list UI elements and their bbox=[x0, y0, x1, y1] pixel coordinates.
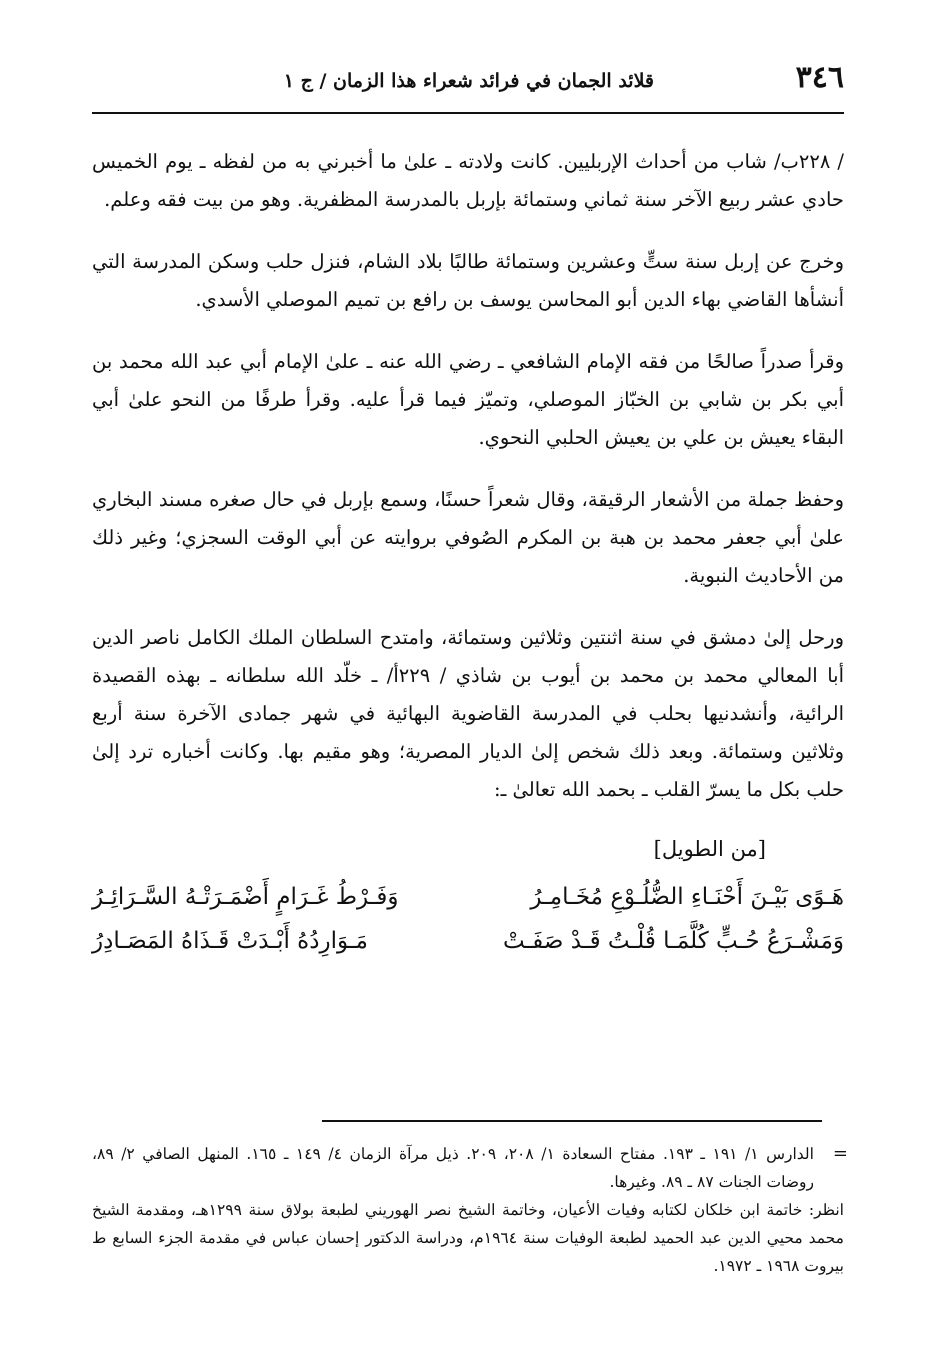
header-rule bbox=[92, 112, 844, 114]
verse-first-hemistich: وَمَشْـرَعُ حُـبٍّ كُلَّمَـا قُلْـتُ قَـدْ صَفَـتْ bbox=[502, 928, 844, 954]
footnote-line: انظر: خاتمة ابن خلكان لكتابه وفيات الأعيان، وخاتمة الشيخ نصر الهوريني لطبعة بولاق سنة ١٢٩٩هـ، ومقدمة الشيخ محمد محيي الدين عبد الحميد لطبعة الوفيات سنة ١٩٦٤م، ودراسة الدكتور إحسان عباس في مقدمة الجزء السابع ط بيروت ١٩٦٨ ـ ١٩٧٢. bbox=[92, 1201, 844, 1275]
main-text bbox=[92, 143, 844, 963]
page-number: ٣٤٦ bbox=[795, 60, 844, 95]
running-title: قلائد الجمان في فرائد شعراء هذا الزمان / ج ١ bbox=[283, 70, 654, 92]
paragraph: وقرأ صدراً صالحًا من فقه الإمام الشافعي ـ رضي الله عنه ـ علىٰ الإمام أبي عبد الله محمد بن أبي بكر بن شابي بن الخبّاز الموصلي، وتميّز فيما قرأ عليه. وقرأ طرفًا من النحو علىٰ أبي البقاء يعيش بن علي بن يعيش الحلبي النحوي. bbox=[92, 350, 844, 449]
verse-second-hemistich: وَفَـرْطُ غَـرَامٍ أَضْمَـرَتْـهُ السَّـرَائِـرُ bbox=[92, 884, 399, 910]
verse-line bbox=[92, 875, 844, 919]
footnote-line: الدارس ١/ ١٩١ ـ ١٩٣. مفتاح السعادة ١/ ٢٠٨، ٢٠٩. ذيل مرآة الزمان ٤/ ١٤٩ ـ ١٦٥. المنهل الصافي ٢/ ٨٩، روضات الجنات ٨٧ ـ ٨٩. وغيرها. bbox=[92, 1145, 814, 1191]
poem-meter: [من الطويل] bbox=[653, 837, 766, 861]
paragraph: ورحل إلىٰ دمشق في سنة اثنتين وثلاثين وستمائة، وامتدح السلطان الملك الكامل ناصر الدين أبا المعالي محمد بن محمد بن أيوب بن شاذي / ٢٢٩أ/ ـ خلّد الله سلطانه ـ بهذه القصيدة الرائية، وأنشدنيها بحلب في المدرسة القاضوية البهائية في شهر جمادى الآخرة سنة أربع وثلاثين وستمائة. وبعد ذلك شخص إلىٰ الديار المصرية؛ وهو مقيم بها. وكانت أخباره ترد إلىٰ حلب بكل ما يسرّ القلب ـ بحمد الله تعالىٰ ـ: bbox=[92, 626, 844, 801]
verse-first-hemistich: هَـوًى بَيْـنَ أَحْنَـاءِ الضُّلُـوْعِ مُخَـامِـرُ bbox=[530, 884, 844, 910]
paragraph: / ٢٢٨ب/ شاب من أحداث الإربليين. كانت ولادته ـ علىٰ ما أخبرني به من لفظه ـ يوم الخميس حادي عشر ربيع الآخر سنة ثماني وستمائة بإربل بالمدرسة المظفرية. وهو من بيت فقه وعلم. bbox=[92, 150, 844, 211]
verse-second-hemistich: مَـوَارِدُهُ أَبْـدَتْ قَـذَاهُ المَصَـادِرُ bbox=[92, 928, 368, 954]
footnote-rule bbox=[322, 1120, 822, 1122]
footnotes bbox=[92, 1140, 848, 1280]
verse-line bbox=[92, 919, 844, 963]
paragraph: وحفظ جملة من الأشعار الرقيقة، وقال شعراً حسنًا، وسمع بإربل في حال صغره مسند البخاري علىٰ أبي جعفر محمد بن هبة بن المكرم الصُوفي بروايته عن أبي الوقت السجزي؛ وغير ذلك من الأحاديث النبوية. bbox=[92, 488, 844, 587]
paragraph: وخرج عن إربل سنة ستٍّ وعشرين وستمائة طالبًا بلاد الشام، فنزل حلب وسكن المدرسة التي أنشأها القاضي بهاء الدين أبو المحاسن يوسف بن رافع بن تميم الموصلي الأسدي. bbox=[92, 250, 844, 311]
footnote-continuation-mark: = bbox=[832, 1143, 848, 1164]
page-header bbox=[92, 60, 844, 102]
